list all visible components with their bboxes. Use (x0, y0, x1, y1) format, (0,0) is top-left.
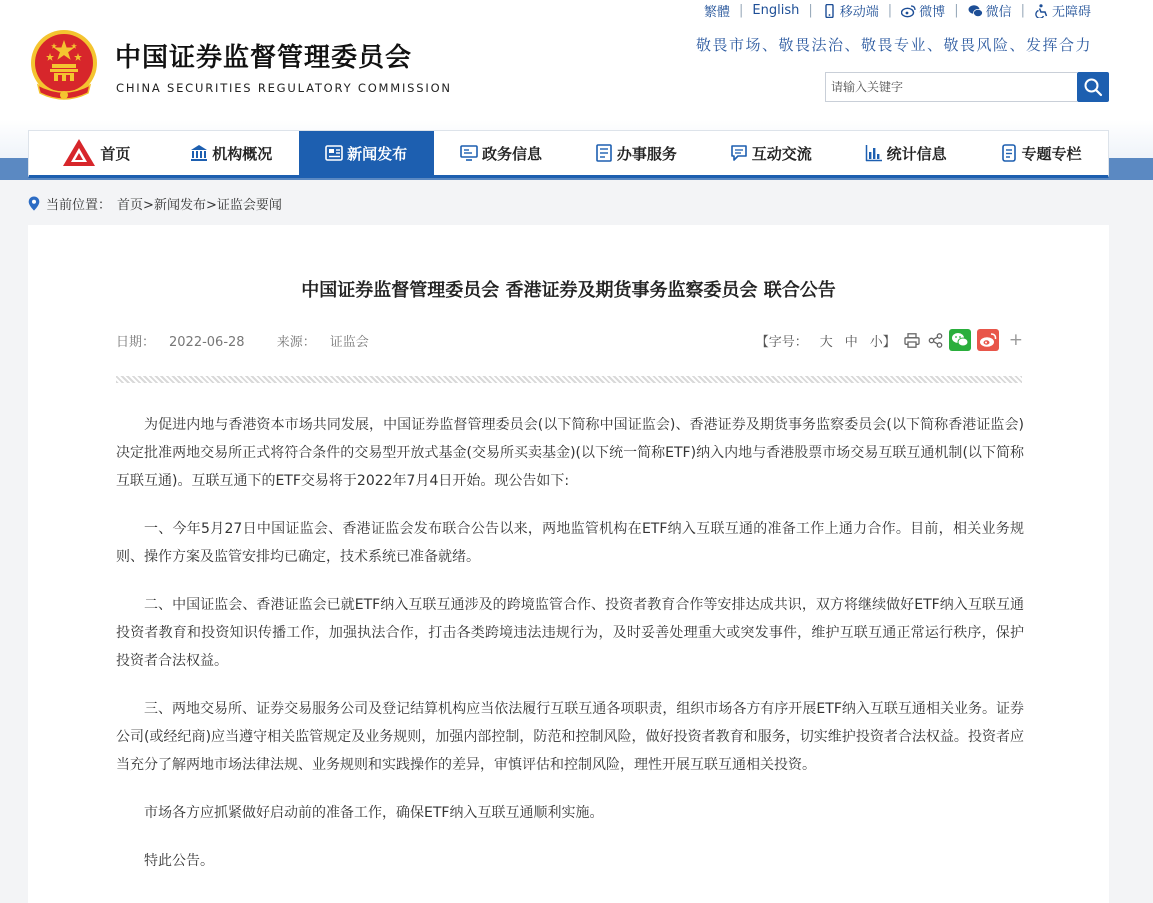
article-paragraph: 市场各方应抓紧做好启动前的准备工作，确保ETF纳入互联互通顺利实施。 (144, 805, 604, 821)
breadcrumb-separator: > (205, 198, 217, 213)
nav-item-label: 互动交流 (751, 144, 812, 163)
slogan: 敬畏市场、敬畏法治、敬畏专业、敬畏风险、发挥合力 (695, 36, 1092, 54)
nav-item-label: 新闻发布 (347, 144, 408, 163)
breadcrumb-current[interactable]: 证监会要闻 (216, 198, 282, 213)
breadcrumb (28, 194, 282, 213)
nav-item-label: 专题专栏 (1021, 144, 1082, 163)
separator: | (954, 3, 959, 18)
wechat-icon (951, 332, 969, 348)
breadcrumb-label: 当前位置： (46, 198, 112, 213)
bar-chart-icon (865, 144, 883, 162)
mobile-link[interactable] (822, 1, 879, 20)
date-label: 日期： (116, 335, 156, 350)
print-button[interactable] (904, 333, 920, 348)
share-button[interactable] (928, 333, 943, 348)
source-label: 来源： (276, 335, 316, 350)
breadcrumb-news[interactable]: 新闻发布 (153, 198, 206, 213)
publish-date: 2022-06-28 (169, 335, 245, 350)
separator: | (808, 3, 813, 18)
divider-hatch (116, 376, 1022, 383)
main-nav (28, 130, 1109, 178)
top-links-bar (704, 1, 1091, 20)
nav-item-label: 政务信息 (482, 144, 543, 163)
share-wechat-button[interactable] (949, 329, 971, 351)
article-tools (756, 329, 1023, 351)
search-input[interactable] (825, 72, 1077, 102)
nav-item-label: 办事服务 (616, 144, 677, 163)
wechat-link-label: 微信 (985, 5, 1012, 20)
nav-item-special-topics[interactable] (973, 131, 1108, 175)
newspaper-icon (325, 144, 343, 162)
separator: | (887, 3, 893, 18)
topics-icon (1000, 144, 1018, 162)
nav-item-gov-info[interactable] (434, 131, 569, 175)
more-share-button[interactable] (1008, 329, 1023, 350)
site-name: 中国证券监督管理委员会 (115, 43, 413, 73)
font-size-medium-button[interactable]: 中 (844, 334, 858, 350)
monitor-icon (460, 144, 478, 162)
separator: | (739, 3, 744, 18)
nav-item-label: 机构概况 (212, 144, 273, 163)
mobile-phone-icon (822, 4, 837, 18)
accessibility-link-label: 无障碍 (1051, 5, 1091, 20)
search-icon (1083, 77, 1103, 97)
article-body (116, 411, 1024, 895)
weibo-link[interactable] (901, 1, 945, 20)
article-paragraph: 二、中国证监会、香港证监会已就ETF纳入互联互通涉及的跨境监管合作、投资者教育合作等安排达成共识，双方将继续做好ETF纳入互联互通投资者教育和投资知识传播工作，加强执法合作，打击各类跨境违法违规行为，及时妥善处理重大或突发事件，维护互联互通正常运行秩序，保护投资者合法权益。 (116, 597, 1024, 669)
nav-item-news[interactable] (299, 131, 434, 175)
nav-item-about[interactable] (164, 131, 299, 175)
nav-item-statistics[interactable] (838, 131, 973, 175)
site-name-english: CHINA SECURITIES REGULATORY COMMISSION (116, 81, 452, 95)
csrc-logo-icon (62, 138, 96, 168)
weibo-link-label: 微博 (919, 5, 946, 20)
traditional-chinese-link[interactable]: 繁體 (704, 5, 731, 20)
nav-item-label: 首页 (100, 144, 131, 163)
accessibility-link[interactable] (1034, 1, 1091, 20)
source-value: 证监会 (329, 335, 369, 350)
weibo-icon (979, 332, 997, 348)
breadcrumb-separator: > (143, 198, 154, 213)
article-meta (116, 331, 397, 350)
search-box (825, 72, 1109, 102)
font-size-large-button[interactable]: 大 (819, 334, 833, 350)
weibo-icon (901, 4, 916, 18)
article-paragraph: 为促进内地与香港资本市场共同发展，中国证券监督管理委员会(以下简称中国证监会)、香港证券及期货事务监察委员会(以下简称香港证监会)决定批准两地交易所正式将符合条件的交易型开放式基金(交易所买卖基金)(以下统一简称ETF)纳入内地与香港股票市场交易互联互通机制(以下简称互联互通)。互联互通下的ETF交易将于2022年7月4日开始。现公告如下: (116, 417, 1024, 489)
institution-icon (190, 144, 208, 162)
nav-item-label: 统计信息 (886, 144, 947, 163)
article-paragraph: 三、两地交易所、证券交易服务公司及登记结算机构应当依法履行互联互通各项职责，组织市场各方有序开展ETF纳入互联互通相关业务。证券公司(或经纪商)应当遵守相关监管规定及业务规则，加强内部控制，防范和控制风险，做好投资者教育和服务，切实维护投资者合法权益。投资者应当充分了解两地市场法律法规、业务规则和实践操作的差异，审慎评估和控制风险，理性开展互联互通相关投资。 (116, 701, 1024, 773)
article-panel (28, 225, 1109, 903)
article-paragraph: 特此公告。 (144, 853, 214, 869)
english-link[interactable]: English (752, 3, 800, 18)
national-emblem-logo[interactable] (28, 29, 100, 105)
wechat-icon (968, 4, 983, 18)
font-size-small-button[interactable]: 小】 (869, 334, 896, 350)
separator: | (1020, 3, 1025, 18)
mobile-link-label: 移动端 (839, 5, 879, 20)
document-list-icon (595, 144, 613, 162)
nav-item-home[interactable] (29, 131, 164, 175)
share-icon (928, 333, 943, 348)
location-pin-icon (28, 196, 40, 211)
font-size-label: 【字号： (755, 334, 808, 350)
print-icon (904, 333, 920, 348)
share-weibo-button[interactable] (977, 329, 999, 351)
nav-item-services[interactable] (569, 131, 704, 175)
nav-item-interaction[interactable] (703, 131, 838, 175)
breadcrumb-home[interactable]: 首页 (117, 198, 144, 213)
wechat-link[interactable] (968, 1, 1012, 20)
accessibility-icon (1034, 4, 1049, 18)
article-title: 中国证券监督管理委员会 香港证券及期货事务监察委员会 联合公告 (301, 280, 836, 301)
search-button[interactable] (1077, 72, 1109, 102)
plus-icon: + (1008, 329, 1023, 350)
chat-bubble-icon (730, 144, 748, 162)
article-paragraph: 一、今年5月27日中国证监会、香港证监会发布联合公告以来，两地监管机构在ETF纳入互联互通的准备工作上通力合作。目前，相关业务规则、操作方案及监管安排均已确定，技术系统已准备就绪。 (116, 521, 1024, 565)
